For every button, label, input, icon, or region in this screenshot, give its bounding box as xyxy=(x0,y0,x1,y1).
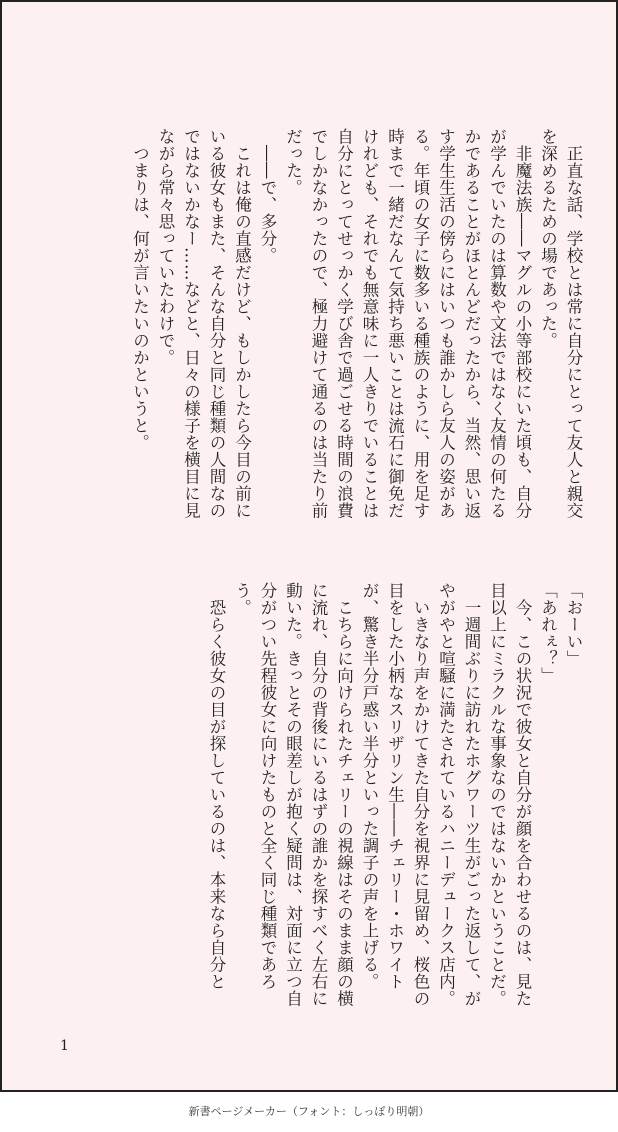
paragraph: ――で、多分。 xyxy=(258,128,277,264)
paragraph: 一週間ぶりに訪れたホグワーツ生がごった返して、がやがやと喧騒に満たされているハニーデュークス店内。 xyxy=(436,582,481,1007)
paragraph: こちらに向けられたチェリーの視線はそのまま顔の横に流れ、自分の背後にいるはずの誰かを探すべく左右に動いた。きっとその眼差しが抱く疑問は、対面に立つ自分がつい先程彼女に向けたものと全く同じ種類であろう。 xyxy=(232,582,354,1007)
paragraph: つまりは、何が言いたいのかというと。 xyxy=(130,128,150,451)
upper-text-block xyxy=(127,128,586,528)
paragraph: これは俺の直感だけど、もしかしたら今目の前にいる彼女もまた、そんな自分と同じ種類の人間なのではないかなー……などと、日々の様子を横目に見ながら常々思っていたわけで。 xyxy=(156,128,252,519)
credit-caption: 新書ページメーカー（フォント：しっぽり明朝） xyxy=(188,1105,430,1118)
paragraph: 正直な話、学校とは常に自分にとって友人と親交を深めるための場であった。 xyxy=(538,128,583,519)
paragraph: 「あれぇ？」 xyxy=(538,582,558,684)
paragraph: 今、この状況で彼女と自分が顔を合わせるのは、見た目以上にミラクルな事象なのではないかということだ。 xyxy=(487,582,532,1007)
paragraph: 非魔法族――マグルの小等部校にいた頃も、自分が学んでいたのは算数や文法ではなく友情の何たるかであることがほとんどだったから、当然、思い返す学生生活の傍らにはいつも誰かしら友人の姿がある。年頃の女子に数多いる種族のように、用を足す時まで一緒だなんて気持ち悪いことは流石に御免だけれども、それでも無意味に一人きりでいることは自分にとってせっかく学び舎で過ごせる時間の浪費でしかなかったので、極力避けて通るのは当たり前だった。 xyxy=(283,128,532,519)
page-number: 1 xyxy=(60,1038,69,1054)
lower-text-block xyxy=(204,582,587,1022)
paragraph: 恐らく彼女の目が探しているのは、本来なら自分と xyxy=(207,582,226,990)
paragraph: 「おーい」 xyxy=(564,582,583,667)
paragraph: いきなり声をかけてきた自分を視界に見留め、桜色の目をした小柄なスリザリン生――チェリー・ホワイトが、驚き半分戸惑い半分といった調子の声を上げる。 xyxy=(360,582,430,1007)
